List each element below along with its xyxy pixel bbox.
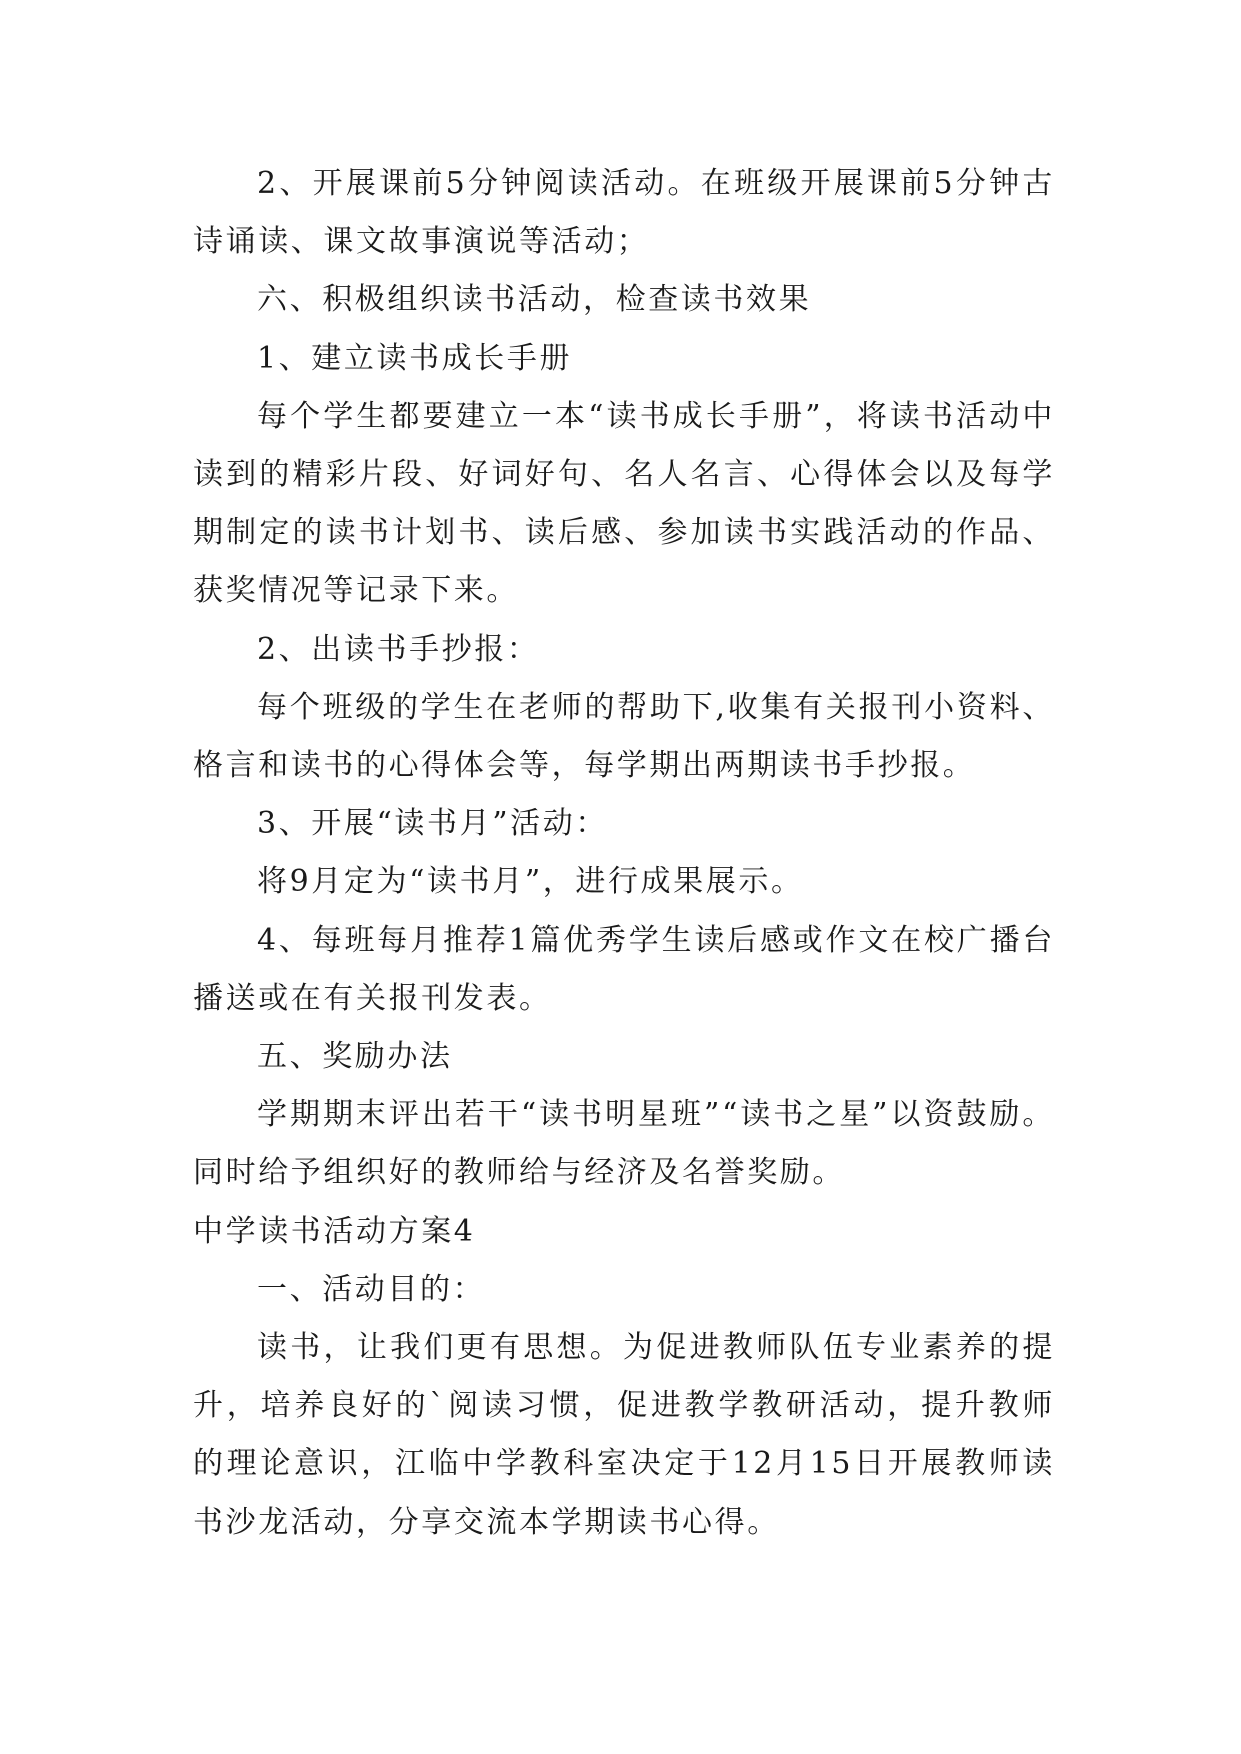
section-heading-six: 六、积极组织读书活动，检查读书效果 [257,282,812,318]
paragraph-growth-handbook: 每个学生都要建立一本“读书成长手册”，将读书活动中读到的精彩片段、好词好句、名人名言、心得体会以及每学期制定的读书计划书、读后感、参加读书实践活动的作品、获奖情况等记录下来。 [193,398,1055,609]
subheading-growth-handbook: 1、建立读书成长手册 [257,340,573,376]
paragraph-reading-month: 将9月定为“读书月”，进行成果展示。 [257,864,804,900]
section-heading-five: 五、奖励办法 [257,1039,453,1075]
subheading-handwritten-newspaper: 2、出读书手抄报： [257,631,540,667]
paragraph-reading-activity: 2、开展课前5分钟阅读活动。在班级开展课前5分钟古诗诵读、课文故事演说等活动； [193,166,1055,260]
paragraph-activity-purpose: 读书，让我们更有思想。为促进教师队伍专业素养的提升，培养良好的`阅读习惯，促进教学教研活动，提升教师的理论意识，江临中学教科室决定于12月15日开展教师读书沙龙活动，分享交流本学期读书心得。 [193,1330,1055,1540]
paragraph-rewards: 学期期末评出若干“读书明星班”“读书之星”以资鼓励。同时给予组织好的教师给与经济及名誉奖励。 [193,1097,1055,1191]
paragraph-monthly-recommendation: 4、每班每月推荐1篇优秀学生读后感或作文在校广播台播送或在有关报刊发表。 [193,922,1055,1016]
paragraph-handwritten-newspaper: 每个班级的学生在老师的帮助下,收集有关报刊小资料、格言和读书的心得体会等，每学期出两期读书手抄报。 [193,689,1055,784]
document-title-plan-4: 中学读书活动方案4 [193,1213,476,1249]
document-body [193,155,1055,1552]
subheading-reading-month: 3、开展“读书月”活动： [257,806,608,842]
section-heading-one: 一、活动目的： [257,1271,486,1307]
